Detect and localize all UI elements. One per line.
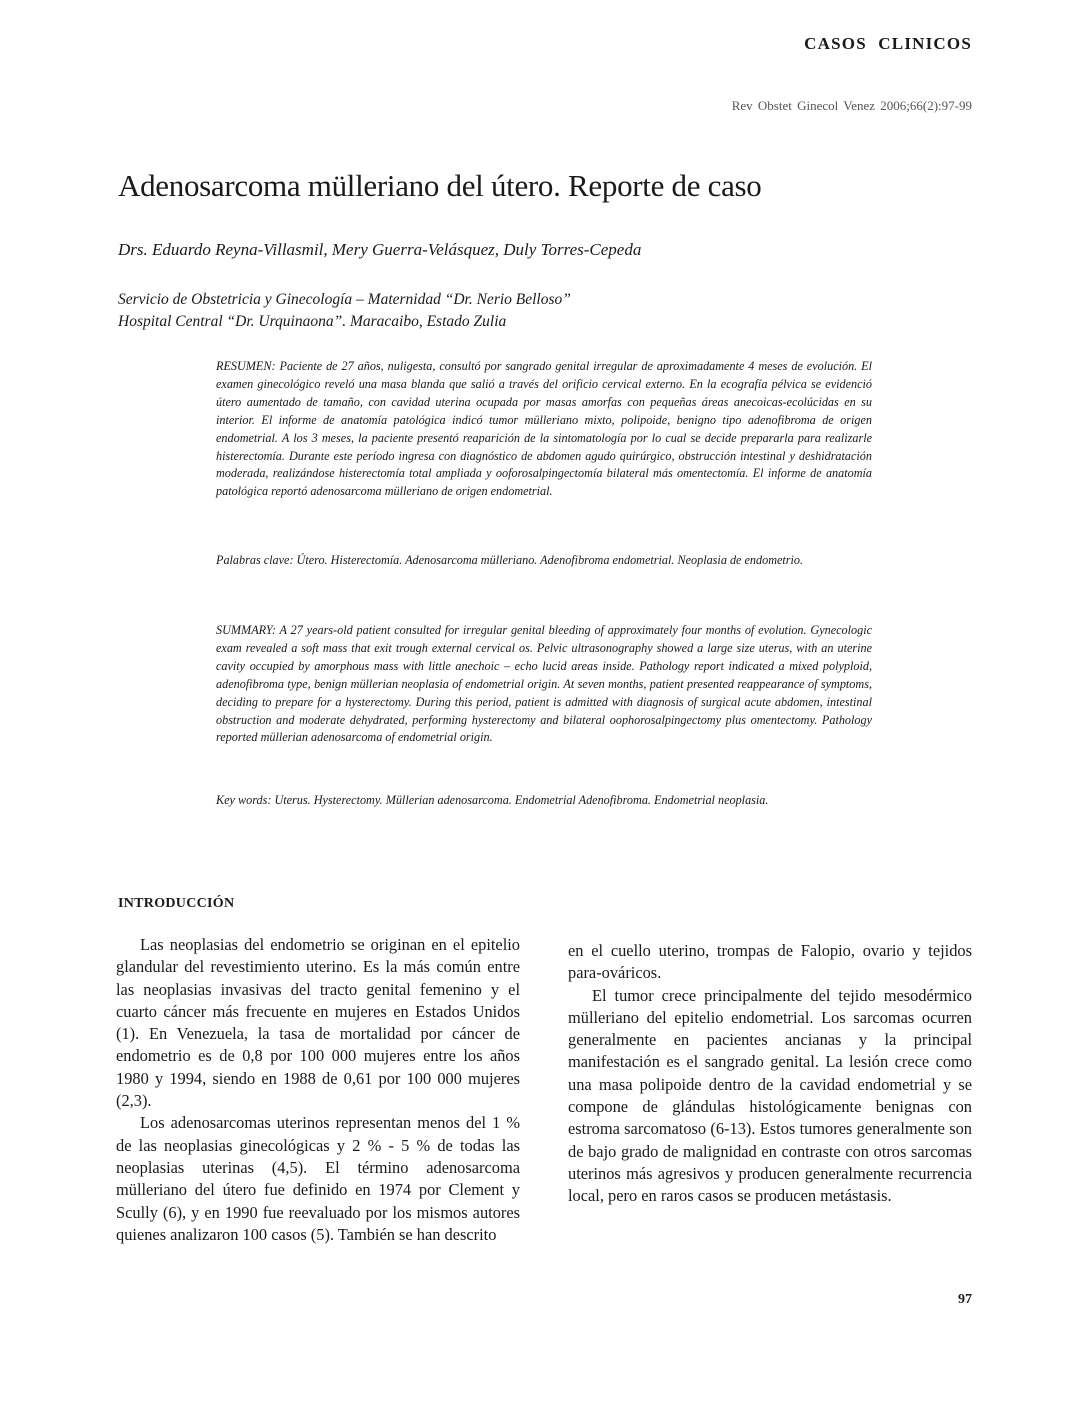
abstract-english: SUMMARY: A 27 years-old patient consulted for irregular genital bleeding of approximately four months of evolution. Gynecologic exam revealed a soft mass that exit trough external cervical os. Pelvic ultrasonography showed a large size uterus, with an uterine cavity occupied by amorphous mass with little anechoic – echo lucid areas inside. Pathology report indicated a mixed polyploid, adenofibroma type, benign müllerian neoplasia of endometrial origin. At seven months, patient presented reappearance of symptoms, deciding to prepare for a hysterectomy. During this period, patient is admitted with diagnosis of surgical acute abdomen, intestinal obstruction and moderate dehydrated, performing hysterectomy and bilateral oophorosalpingectomy plus omentectomy. Pathology reported müllerian adenosarcoma of endometrial origin. [216, 623, 872, 745]
section-heading-introduccion: INTRODUCCIÓN [118, 896, 235, 911]
journal-citation: Rev Obstet Ginecol Venez 2006;66(2):97-99 [731, 98, 972, 113]
section-label: CASOS CLINICOS [804, 34, 972, 53]
article-title: Adenosarcoma mülleriano del útero. Reporte de caso [118, 168, 762, 203]
keywords-english: Key words: Uterus. Hysterectomy. Müllerian adenosarcoma. Endometrial Adenofibroma. Endometrial neoplasia. [216, 793, 769, 807]
body-column-left [116, 934, 520, 1246]
affiliation [118, 289, 571, 333]
body-paragraph: Las neoplasias del endometrio se originan en el epitelio glandular del revestimiento uterino. Es la más común entre las neoplasias invasivas del tracto genital femenino y el cuarto cáncer más frecuente en mujeres en Estados Unidos (1). En Venezuela, la tasa de mortalidad por cáncer de endometrio es de 0,8 por 100 000 mujeres entre los años 1980 y 1994, siendo en 1988 de 0,61 por 100 000 mujeres (2,3). [116, 935, 520, 1111]
abstract-spanish: RESUMEN: Paciente de 27 años, nuligesta, consultó por sangrado genital irregular de aproximadamente 4 meses de evolución. El examen ginecológico reveló una masa blanda que salió a través del orificio cervical externo. En la ecografía pélvica se evidenció útero aumentado de tamaño, con cavidad uterina ocupada por masas amorfas con pequeñas áreas anecoicas-ecolúcidas en su interior. El informe de anatomía patológica indicó tumor mülleriano mixto, polipoide, benigno tipo adenofibroma de origen endometrial. A los 3 meses, la paciente presentó reaparición de la sintomatología por lo cual se decide prepararla para realizarle histerectomía. Durante este período ingresa con diagnóstico de abdomen agudo quirúrgico, obstrucción intestinal y deshidratación moderada, realizándose histerectomía total ampliada y ooforosalpingectomía bilateral más omentectomía. El informe de anatomía patológica reportó adenosarcoma mülleriano de origen endometrial. [216, 359, 872, 499]
body-paragraph: en el cuello uterino, trompas de Falopio, ovario y tejidos para-ováricos. [568, 941, 972, 983]
affiliation-line: Hospital Central “Dr. Urquinaona”. Maracaibo, Estado Zulia [118, 313, 507, 330]
body-paragraph: Los adenosarcomas uterinos representan menos del 1 % de las neoplasias ginecológicas y 2 % - 5 % de todas las neoplasias uterinas (4,5). El término adenosarcoma mülleriano del útero fue definido en 1974 por Clement y Scully (6), y en 1990 fue reevaluado por los mismos autores quienes analizaron 100 casos (5). También se han descrito [116, 1113, 520, 1244]
keywords-spanish: Palabras clave: Útero. Histerectomía. Adenosarcoma mülleriano. Adenofibroma endometrial. Neoplasia de endometrio. [216, 553, 804, 567]
body-paragraph: El tumor crece principalmente del tejido mesodérmico mülleriano del epitelio endometrial. Los sarcomas ocurren generalmente en pacientes ancianas y la principal manifestación es el sangrado genital. La lesión crece como una masa polipoide dentro de la cavidad endometrial y se compone de glándulas histológicamente benignas con estroma sarcomatoso (6-13). Estos tumores generalmente son de bajo grado de malignidad en contraste con otros sarcomas uterinos más agresivos y producen generalmente recurrencia local, pero en raros casos se producen metástasis. [568, 985, 972, 1206]
page-number: 97 [958, 1292, 972, 1307]
author-list: Drs. Eduardo Reyna-Villasmil, Mery Guerra-Velásquez, Duly Torres-Cepeda [118, 240, 642, 259]
body-column-right [568, 940, 972, 1208]
affiliation-line: Servicio de Obstetricia y Ginecología – Maternidad “Dr. Nerio Belloso” [118, 291, 571, 308]
